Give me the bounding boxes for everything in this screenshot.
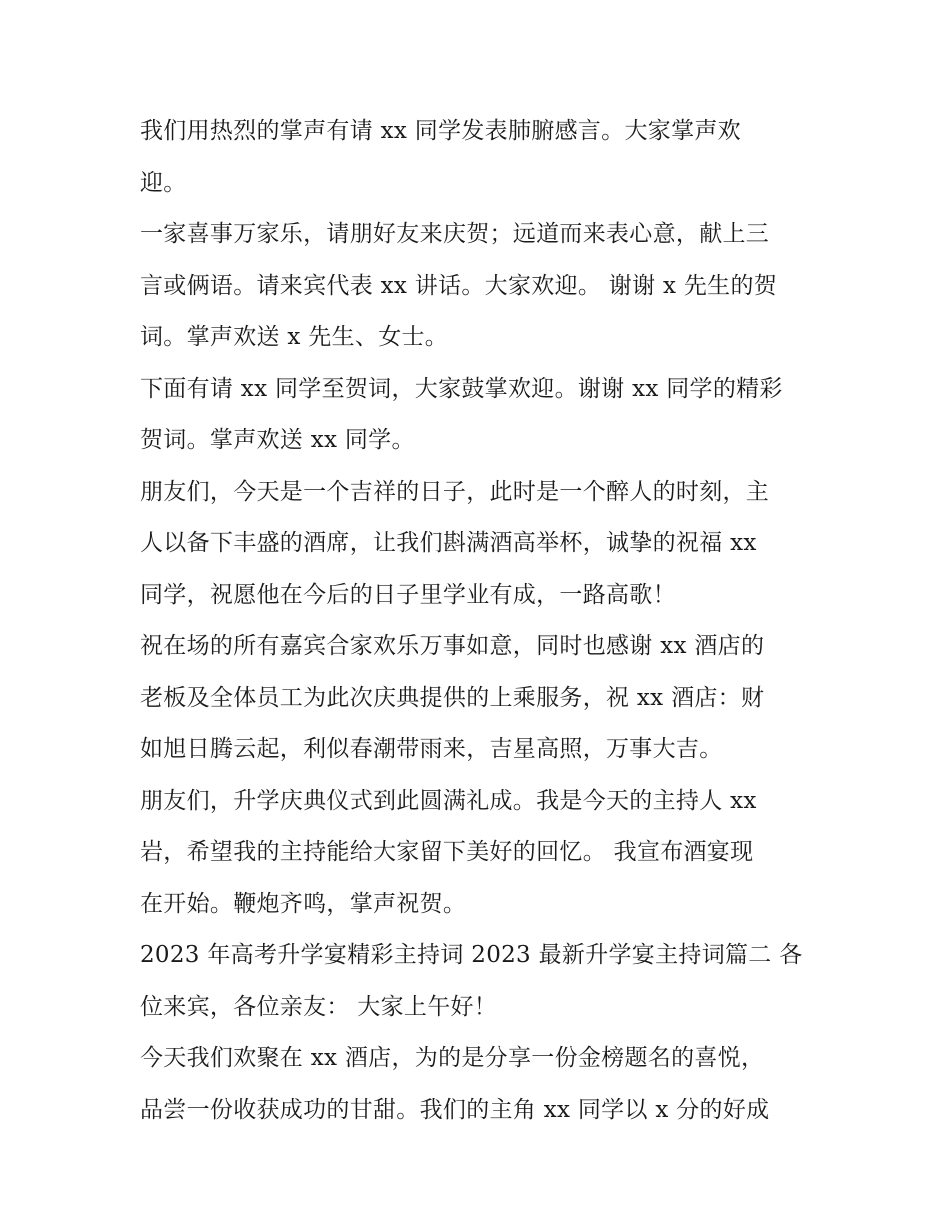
paragraph-6 xyxy=(140,776,820,931)
text-line: 词。掌声欢送 x 先生、女士。 xyxy=(140,324,449,350)
paragraph-4 xyxy=(140,467,820,622)
text-line: 今天我们欢聚在 xx 酒店，为的是分享一份金榜题名的喜悦， xyxy=(140,1045,765,1071)
text-line: 祝在场的所有嘉宾合家欢乐万事如意，同时也感谢 xx 酒店的 xyxy=(140,633,765,659)
paragraph-7 xyxy=(140,930,820,1033)
text-line: 朋友们，今天是一个吉祥的日子，此时是一个醉人的时刻，主 xyxy=(140,478,770,505)
text-line: 如旭日腾云起，利似春潮带雨来，吉星高照，万事大吉。 xyxy=(140,736,723,762)
paragraph-3 xyxy=(140,364,820,467)
text-line: 人以备下丰盛的酒席，让我们斟满酒高举杯，诚挚的祝福 xx xyxy=(140,530,757,556)
text-line: 品尝一份收获成功的甘甜。我们的主角 xx 同学以 x 分的好成 xyxy=(140,1096,770,1123)
text-line: 一家喜事万家乐，请朋好友来庆贺；远道而来表心意，献上三 xyxy=(140,221,770,247)
text-line: 老板及全体员工为此次庆典提供的上乘服务，祝 xx 酒店：财 xyxy=(140,684,765,711)
paragraph-1 xyxy=(140,106,820,209)
document-body xyxy=(140,106,820,1136)
text-line: 同学，祝愿他在今后的日子里学业有成，一路高歌！ xyxy=(140,581,676,608)
text-line: 言或俩语。请来宾代表 xx 讲话。大家欢迎。 谢谢 x 先生的贺 xyxy=(140,272,778,299)
paragraph-8 xyxy=(140,1033,820,1136)
text-line: 下面有请 xx 同学至贺词，大家鼓掌欢迎。谢谢 xx 同学的精彩 xyxy=(140,375,783,402)
text-line: 迎。 xyxy=(140,169,187,196)
text-line: 朋友们，升学庆典仪式到此圆满礼成。我是今天的主持人 xx xyxy=(140,787,757,814)
text-line: 岩，希望我的主持能给大家留下美好的回忆。 我宣布酒宴现 xyxy=(140,839,754,865)
text-line: 位来宾，各位亲友： 大家上午好！ xyxy=(140,993,498,1020)
paragraph-5 xyxy=(140,621,820,776)
paragraph-2 xyxy=(140,209,820,364)
text-line: 我们用热烈的掌声有请 xx 同学发表肺腑感言。大家掌声欢 xyxy=(140,118,741,144)
text-line: 贺词。掌声欢送 xx 同学。 xyxy=(140,427,415,453)
text-line: 在开始。鞭炮齐鸣，掌声祝贺。 xyxy=(140,890,467,917)
text-line: 2023 年高考升学宴精彩主持词 2023 最新升学宴主持词篇二 各 xyxy=(140,942,803,968)
